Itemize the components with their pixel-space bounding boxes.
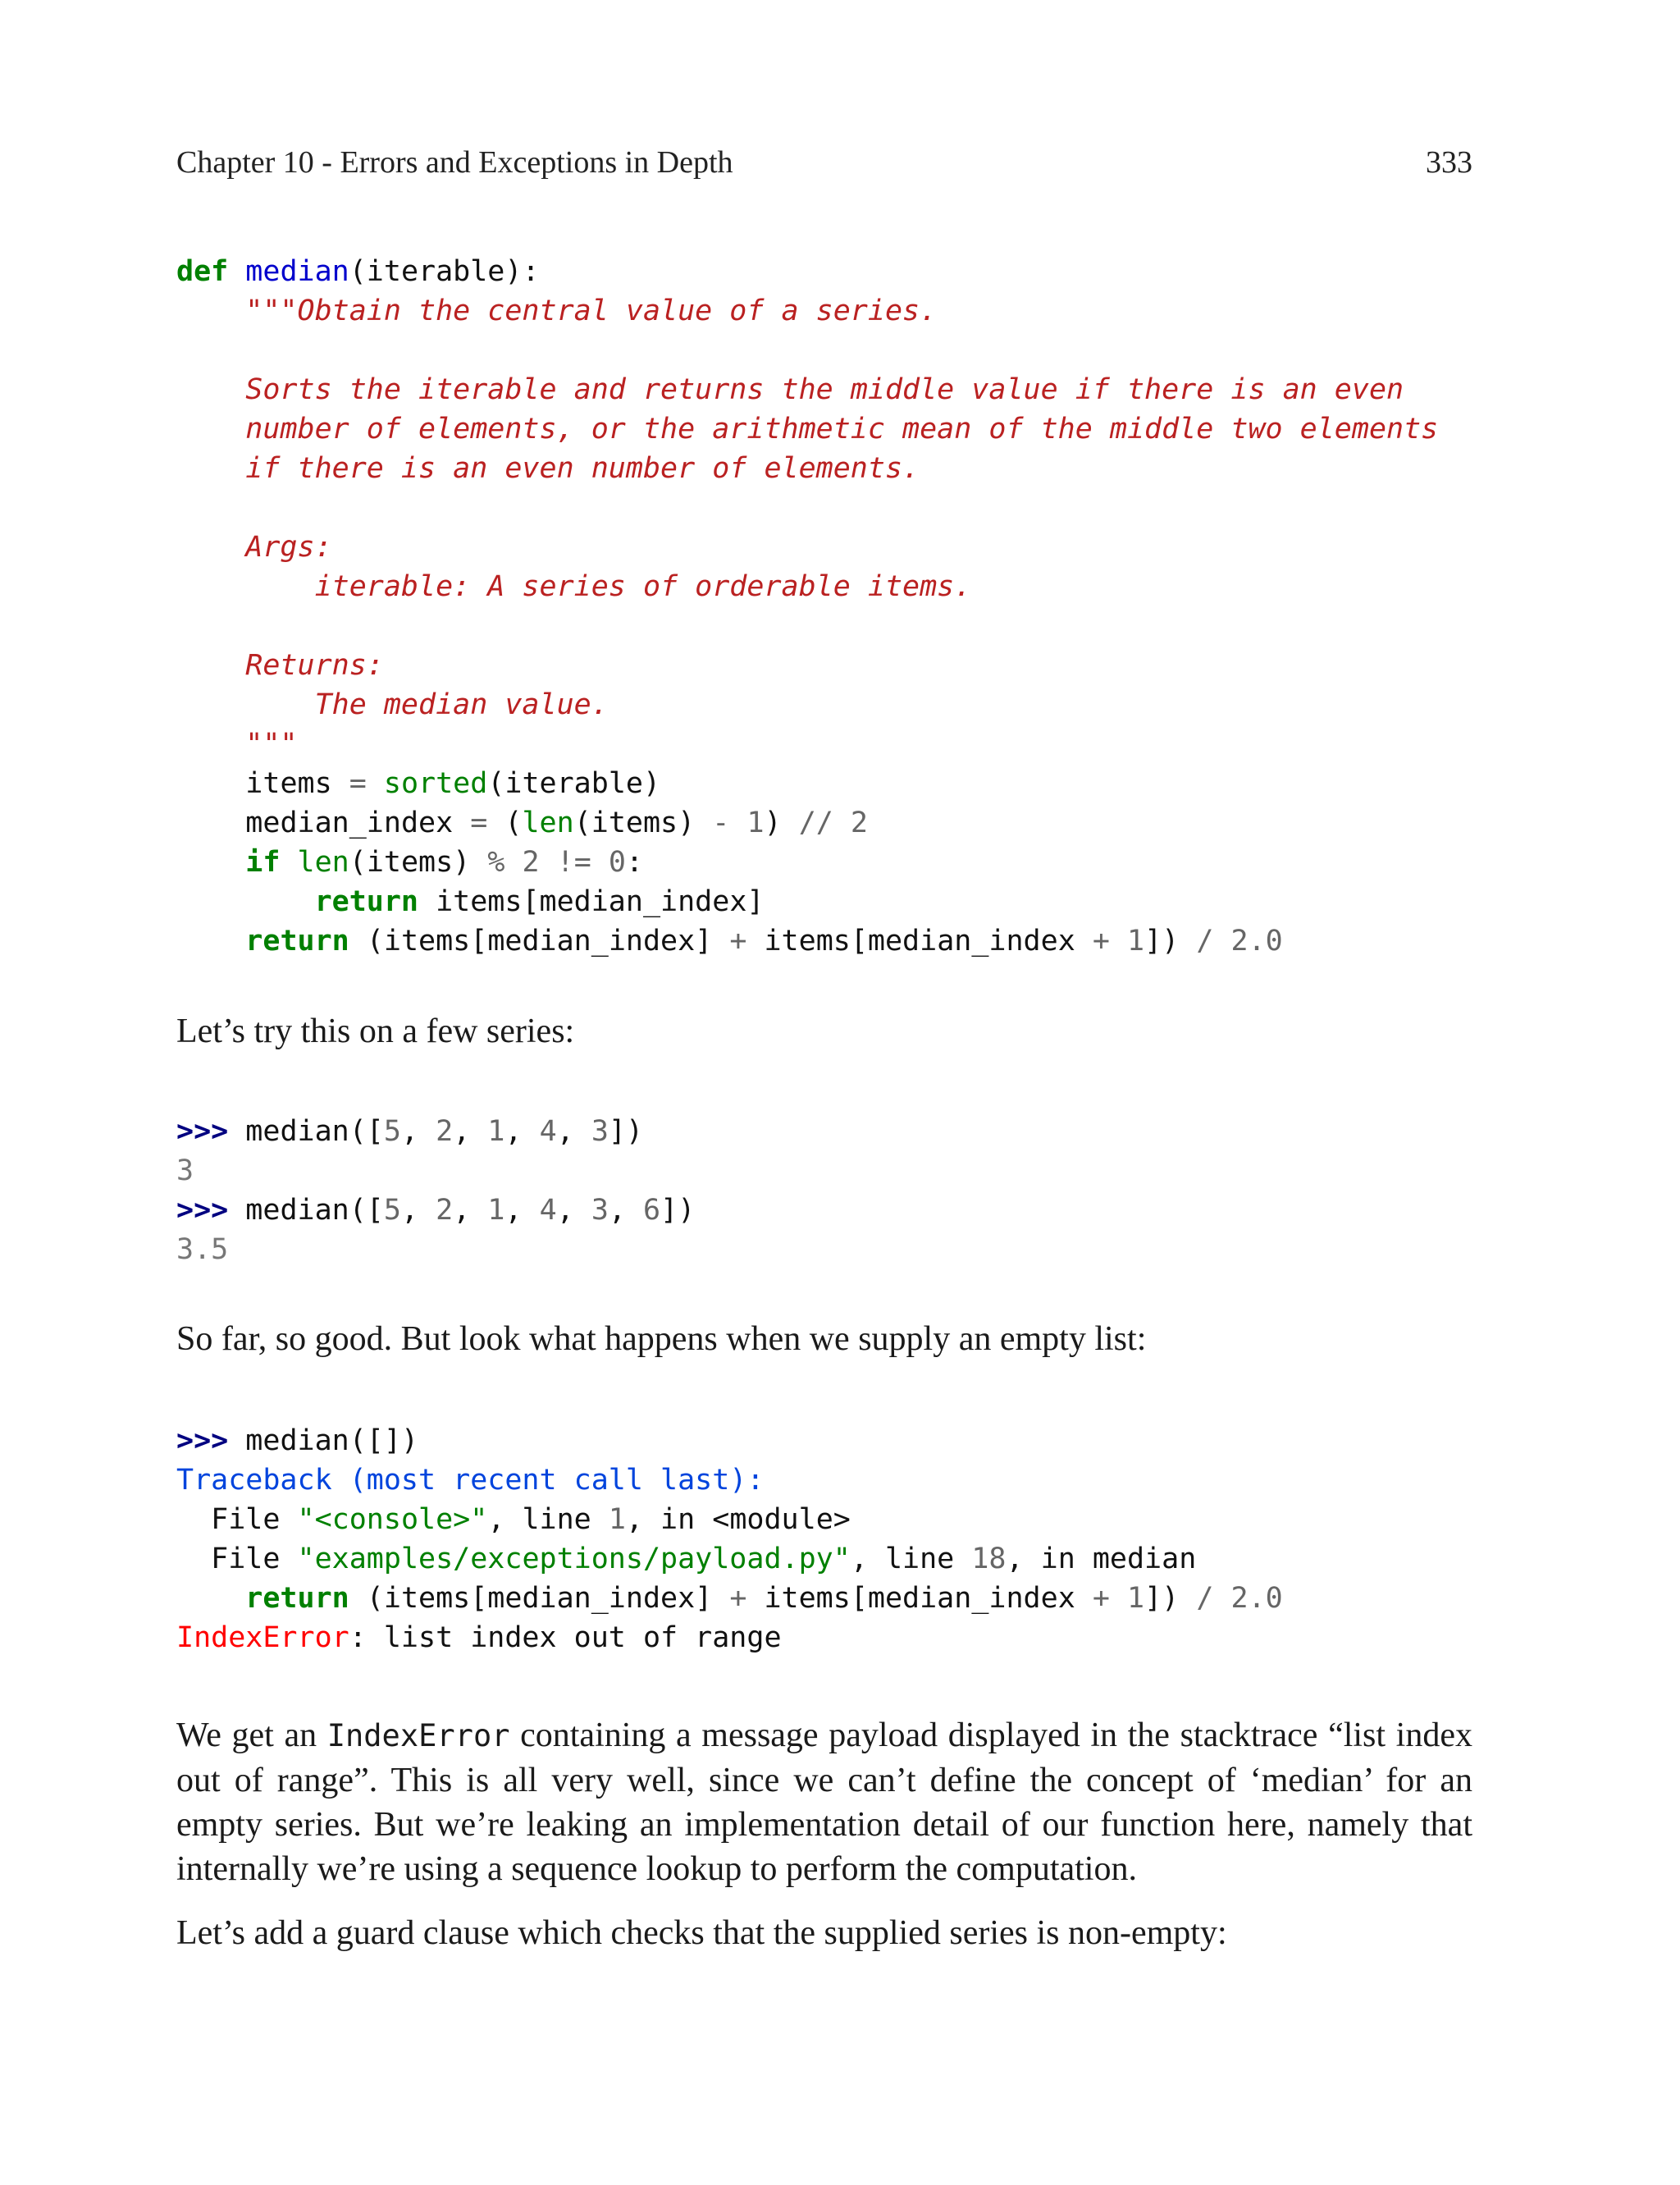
output-line: 3.5 [176, 1233, 229, 1266]
code-line: median_index = (len(items) - 1) // 2 [245, 807, 868, 839]
error-line: IndexError: list index out of range [176, 1621, 782, 1654]
chapter-title: Chapter 10 - Errors and Exceptions in Depth [176, 145, 733, 180]
code-line: items = sorted(iterable) [245, 767, 661, 800]
intro-paragraph: Let’s try this on a few series: [176, 1013, 575, 1050]
docstring-line: iterable: A series of orderable items. [176, 570, 972, 603]
traceback-line: File "<console>", line 1, in <module> [176, 1503, 851, 1536]
code-line: if len(items) % 2 != 0: [245, 846, 644, 879]
page-number: 333 [1426, 145, 1472, 180]
docstring-line [176, 331, 1438, 370]
docstring-line: Args: [176, 531, 332, 564]
docstring-line [176, 606, 1438, 646]
code-line: >>> median([5, 2, 1, 4, 3]) [176, 1115, 644, 1148]
page-header [176, 144, 1472, 185]
docstring-line: if there is an even number of elements. [176, 452, 920, 485]
code-line: >>> median([5, 2, 1, 4, 3, 6]) [176, 1194, 696, 1227]
traceback-line: return (items[median_index] + items[median_index + 1]) / 2.0 [176, 1582, 1283, 1615]
output-line: 3 [176, 1154, 194, 1187]
code-line: >>> median([]) [176, 1424, 419, 1457]
inline-code-indexerror: IndexError [326, 1718, 510, 1753]
traceback-line: File "examples/exceptions/payload.py", line 18, in median [176, 1543, 1197, 1575]
docstring-line: number of elements, or the arithmetic mean of the middle two elements [176, 413, 1439, 446]
code-block-repl-examples [176, 1112, 695, 1269]
docstring-line [176, 488, 1438, 528]
docstring-line: Sorts the iterable and returns the middle value if there is an even [176, 373, 1404, 406]
traceback-header: Traceback (most recent call last): [176, 1464, 765, 1497]
docstring-line: """ [176, 728, 298, 761]
docstring-line: The median value. [176, 688, 609, 721]
guard-clause-paragraph: Let’s add a guard clause which checks that the supplied series is non-empty: [176, 1914, 1227, 1952]
code-line: return (items[median_index] + items[median_index + 1]) / 2.0 [245, 925, 1283, 958]
so-far-paragraph: So far, so good. But look what happens when we supply an empty list: [176, 1320, 1147, 1358]
code-block-traceback [176, 1421, 1283, 1657]
code-line: def median(iterable): [176, 255, 540, 288]
docstring-line: Returns: [176, 649, 384, 682]
code-line: return items[median_index] [314, 885, 765, 918]
docstring-line: """Obtain the central value of a series. [176, 295, 938, 327]
code-block-median [176, 252, 1438, 961]
explanation-paragraph: We get an IndexError containing a message payload displayed in the stacktrace “list index out of range”. This is all very well, since we can’t define the concept of ‘median’ for an empty series. But we’re leaking an implementation detail of our function here, namely that internally we’re using a sequence lookup to perform the computation. [176, 1716, 1472, 1888]
